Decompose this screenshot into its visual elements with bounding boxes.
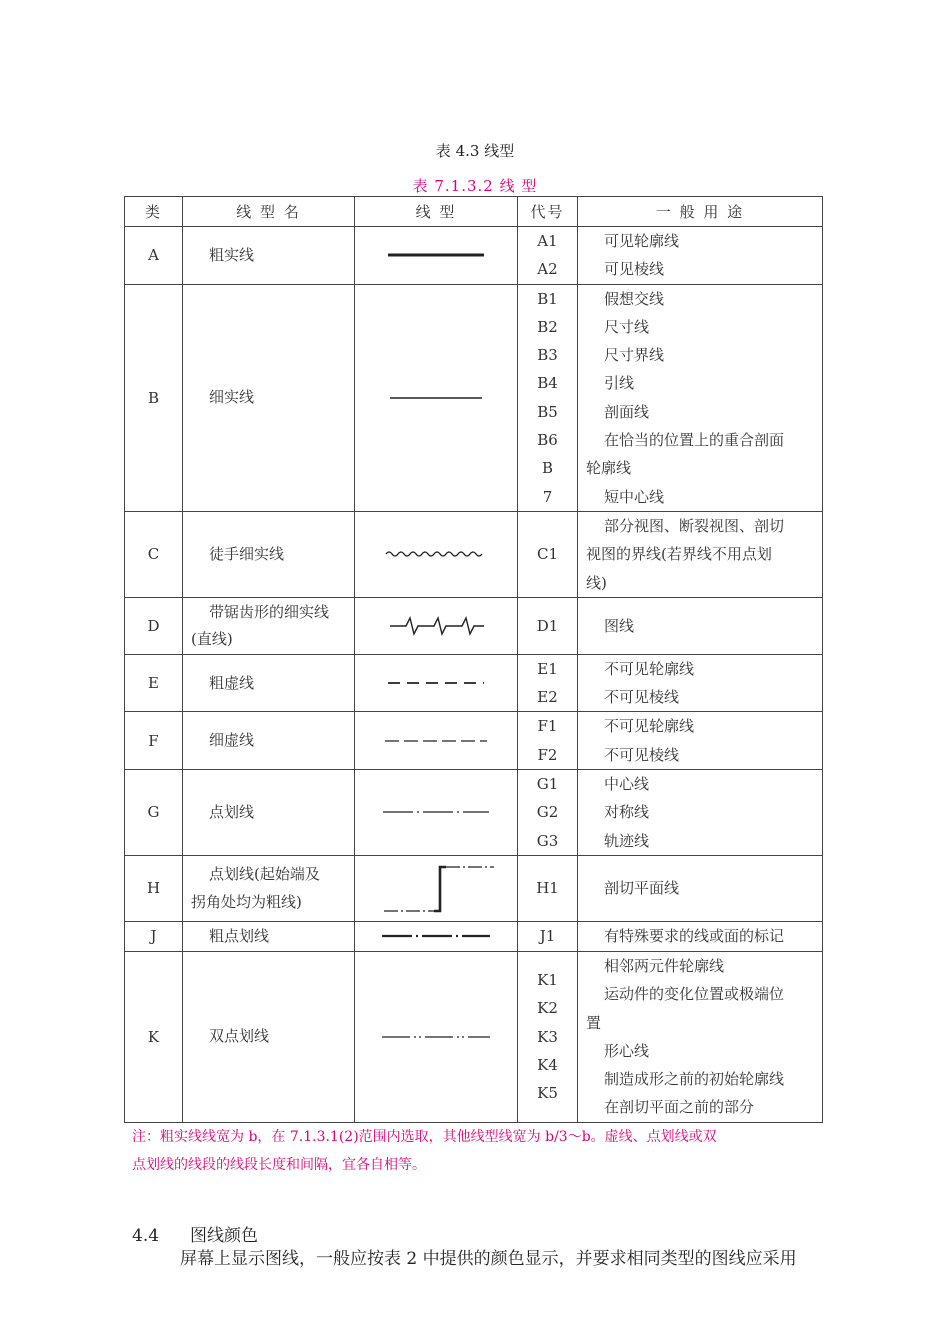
row-uses: 图线	[578, 597, 823, 654]
row-codes: E1 E2	[518, 654, 578, 712]
table-row	[125, 855, 823, 921]
row-category: F	[125, 712, 183, 770]
table-row	[125, 597, 823, 654]
thick-dashed-line-sample	[355, 654, 518, 712]
row-category: E	[125, 654, 183, 712]
header-category: 类	[125, 197, 183, 227]
row-codes: H1	[518, 855, 578, 921]
table-caption: 表 4.3 线型	[435, 142, 515, 160]
table-subcaption: 表 7.1.3.2 线 型	[412, 177, 538, 195]
row-uses: 假想交线 尺寸线 尺寸界线 引线 剖面线 在恰当的位置上的重合剖面 轮廓线 短中心线	[578, 284, 823, 511]
table-row	[125, 770, 823, 856]
row-name: 粗虚线	[183, 654, 355, 712]
row-codes: J1	[518, 921, 578, 951]
row-uses: 部分视图、断裂视图、剖切 视图的界线(若界线不用点划 线)	[578, 511, 823, 597]
row-codes: D1	[518, 597, 578, 654]
section-number: 4.4	[132, 1226, 160, 1246]
table-row	[125, 227, 823, 285]
table-row	[125, 511, 823, 597]
section-title: 图线颜色	[190, 1226, 258, 1246]
row-name: 细虚线	[183, 712, 355, 770]
row-codes: A1 A2	[518, 227, 578, 285]
header-name: 线 型 名	[183, 197, 355, 227]
dash-dot-line-sample	[355, 770, 518, 856]
row-name: 带锯齿形的细实线 (直线)	[183, 597, 355, 654]
header-code: 代号	[518, 197, 578, 227]
header-use: 一 般 用 途	[578, 197, 823, 227]
row-name: 粗实线	[183, 227, 355, 285]
table-row	[125, 951, 823, 1122]
table-note: 注：粗实线线宽为 b，在 7.1.3.1(2)范围内选取，其他线型线宽为 b/3～b。虚线、点划线或双 点划线的线段的线段长度和间隔，宜各自相等。	[132, 1129, 717, 1173]
row-category: H	[125, 855, 183, 921]
section-plane-line-sample	[355, 855, 518, 921]
row-name: 点划线(起始端及 拐角处均为粗线)	[183, 855, 355, 921]
row-category: B	[125, 284, 183, 511]
row-category: D	[125, 597, 183, 654]
row-name: 点划线	[183, 770, 355, 856]
row-name: 徒手细实线	[183, 511, 355, 597]
row-codes: F1 F2	[518, 712, 578, 770]
freehand-line-sample	[355, 511, 518, 597]
table-row	[125, 654, 823, 712]
table-row	[125, 712, 823, 770]
row-codes: K1 K2 K3 K4 K5	[518, 951, 578, 1122]
thin-dashed-line-sample	[355, 712, 518, 770]
row-category: A	[125, 227, 183, 285]
table-row	[125, 921, 823, 951]
row-name: 双点划线	[183, 951, 355, 1122]
thin-solid-line-sample	[355, 284, 518, 511]
double-dash-dot-line-sample	[355, 951, 518, 1122]
row-uses: 不可见轮廓线 不可见棱线	[578, 712, 823, 770]
row-uses: 不可见轮廓线 不可见棱线	[578, 654, 823, 712]
line-type-table	[124, 196, 823, 1123]
row-category: K	[125, 951, 183, 1122]
row-uses: 中心线 对称线 轨迹线	[578, 770, 823, 856]
row-uses: 相邻两元件轮廓线 运动件的变化位置或极端位 置 形心线 制造成形之前的初始轮廓线 在剖切平面之前的部分	[578, 951, 823, 1122]
header-line: 线 型	[355, 197, 518, 227]
table-header-row	[125, 197, 823, 227]
row-uses: 可见轮廓线 可见棱线	[578, 227, 823, 285]
thick-dash-dot-line-sample	[355, 921, 518, 951]
row-category: C	[125, 511, 183, 597]
row-codes: B1 B2 B3 B4 B5 B6 B 7	[518, 284, 578, 511]
row-name: 粗点划线	[183, 921, 355, 951]
row-name: 细实线	[183, 284, 355, 511]
table-row	[125, 284, 823, 511]
body-paragraph: 屏幕上显示图线，一般应按表 2 中提供的颜色显示，并要求相同类型的图线应采用	[180, 1249, 797, 1269]
row-codes: C1	[518, 511, 578, 597]
row-uses: 剖切平面线	[578, 855, 823, 921]
zigzag-line-sample	[355, 597, 518, 654]
row-category: G	[125, 770, 183, 856]
row-uses: 有特殊要求的线或面的标记	[578, 921, 823, 951]
row-codes: G1 G2 G3	[518, 770, 578, 856]
row-category: J	[125, 921, 183, 951]
section-heading	[132, 1221, 258, 1246]
thick-solid-line-sample	[355, 227, 518, 285]
